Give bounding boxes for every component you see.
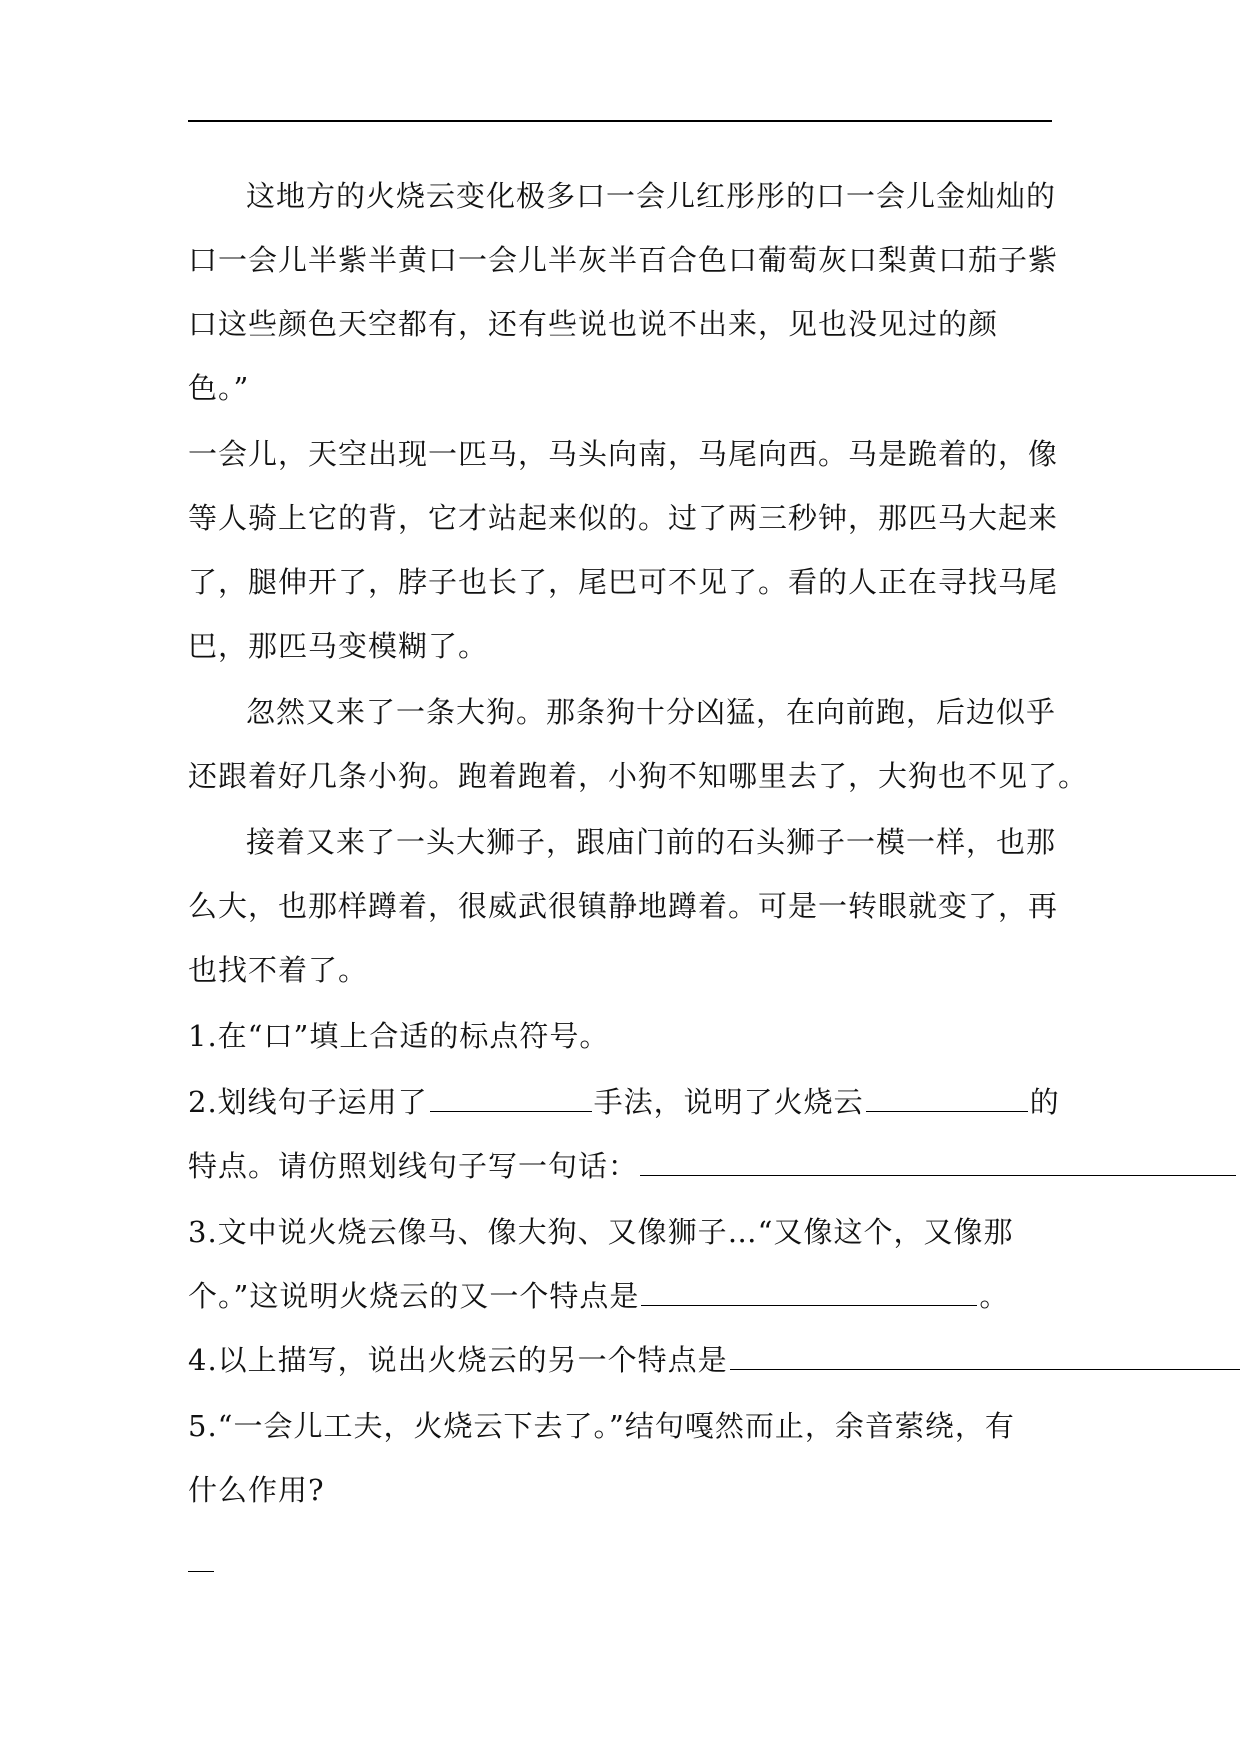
answer-blank-technique[interactable]: [430, 1083, 592, 1112]
question-2-text: 手法，说明了火烧云: [593, 1085, 864, 1119]
question-4: [188, 1340, 1240, 1380]
question-2-text: 特点。请仿照划线句子写一句话：: [188, 1149, 639, 1183]
question-1: 1.在“口”填上合适的标点符号。: [188, 1019, 610, 1053]
passage-line: 口这些颜色天空都有，还有些说也说不出来，见也没见过的颜: [188, 307, 999, 341]
passage-line: 口一会儿半紫半黄口一会儿半灰半百合色口葡萄灰口梨黄口茄子紫: [188, 243, 1059, 277]
passage-line: 忽然又来了一条大狗。那条狗十分凶猛，在向前跑，后边似乎: [246, 695, 1057, 729]
passage-line: 巴，那匹马变模糊了。: [188, 629, 489, 663]
answer-blank-feature[interactable]: [866, 1083, 1028, 1112]
passage-line: 这地方的火烧云变化极多口一会儿红彤彤的口一会儿金灿灿的: [246, 179, 1057, 213]
question-4-text: 4.以上描写，说出火烧云的另一个特点是: [188, 1343, 728, 1377]
passage-line: 也找不着了。: [188, 953, 369, 987]
passage-line: 等人骑上它的背，它才站起来似的。过了两三秒钟，那匹马大起来: [188, 501, 1059, 535]
answer-blank-feature-3[interactable]: [730, 1341, 1240, 1370]
passage-line: 一会儿，天空出现一匹马，马头向南，马尾向西。马是跪着的，像: [188, 437, 1059, 471]
question-3-text: 。: [979, 1279, 1010, 1313]
question-5: 5.“一会儿工夫，火烧云下去了。”结句嘎然而止，余音萦绕，有: [188, 1409, 1015, 1443]
passage-line: 色。”: [188, 371, 250, 405]
passage-line: 么大，也那样蹲着，很威武很镇静地蹲着。可是一转眼就变了，再: [188, 889, 1059, 923]
question-3-text: 个。”这说明火烧云的又一个特点是: [188, 1279, 640, 1313]
passage-line: 还跟着好几条小狗。跑着跑着，小狗不知哪里去了，大狗也不见了。: [188, 759, 1089, 793]
passage-line: 了，腿伸开了，脖子也长了，尾巴可不见了。看的人正在寻找马尾: [188, 565, 1059, 599]
answer-line-start: [188, 1571, 214, 1572]
answer-blank-feature-2[interactable]: [641, 1277, 977, 1306]
question-2: [188, 1082, 1060, 1122]
question-3: 3.文中说火烧云像马、像大狗、又像狮子…“又像这个，又像那: [188, 1215, 1014, 1249]
question-2-text: 的: [1029, 1085, 1060, 1119]
question-3-continued: [188, 1276, 1009, 1316]
passage-line: 接着又来了一头大狮子，跟庙门前的石头狮子一模一样，也那: [246, 825, 1057, 859]
question-5-continued: 什么作用?: [188, 1473, 325, 1507]
header-rule: [188, 120, 1052, 122]
answer-blank-imitation-sentence[interactable]: [640, 1147, 1236, 1176]
question-2-continued: [188, 1146, 1238, 1186]
question-2-text: 2.划线句子运用了: [188, 1085, 428, 1119]
